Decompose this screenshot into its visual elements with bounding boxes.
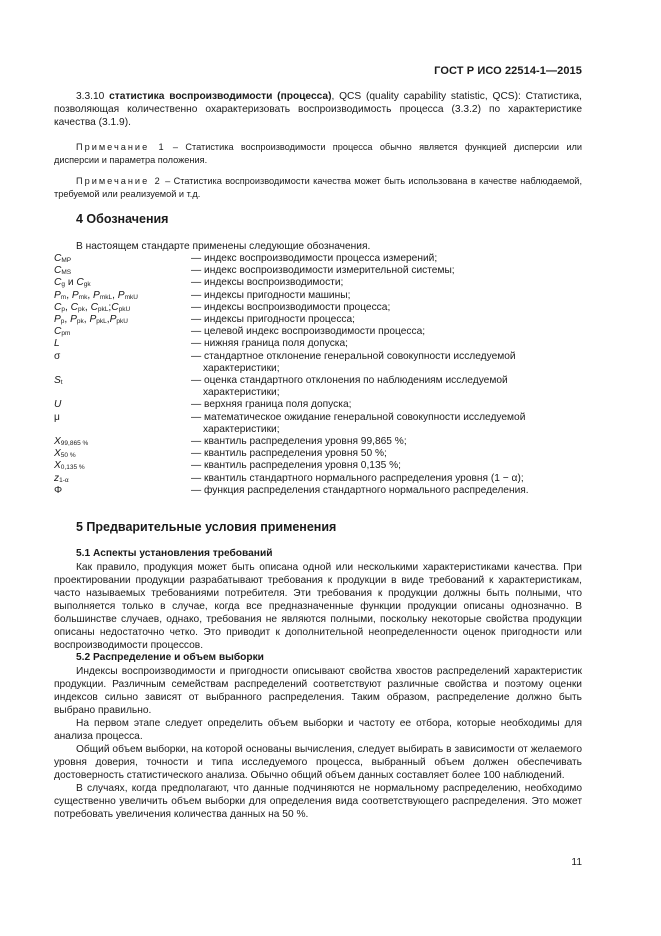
symbol-description: — квантиль распределения уровня 99,865 %; bbox=[191, 436, 407, 448]
note-2 bbox=[54, 175, 582, 200]
section-5-heading: 5 Предварительные условия применения bbox=[76, 520, 337, 534]
symbol-description: — стандартное отклонение генеральной совокупности исследуемой характеристики; bbox=[191, 350, 516, 374]
symbol-row bbox=[54, 277, 582, 289]
symbol-row bbox=[54, 253, 582, 265]
symbol: L bbox=[54, 338, 60, 350]
symbol: $X_{0,135 \%}$ bbox=[54, 460, 85, 472]
definition-number: 3.3.10 bbox=[76, 91, 105, 102]
paragraph: Общий объем выборки, на которой основаны вычисления, следует выбирать в зависимости от желаемого уровня доверия, точности и типа исследуемого процесса, выбранный объем должен обеспечивать достоверность статистического анализа. Обычно общий объем данных составляет более 100 наблюдений. bbox=[54, 744, 582, 781]
symbol: $C_{pm}$ bbox=[54, 326, 71, 338]
symbol-row bbox=[54, 326, 582, 338]
symbol-description: — индекс воспроизводимости измерительной системы; bbox=[191, 265, 455, 277]
symbol-description: — квантиль стандартного нормального распределения уровня (1 − α); bbox=[191, 472, 524, 484]
definition-text: Статистика, позволяющая количественно охарактеризовать воспроизводимость процесса (3.3.2) по характеристике качества (3.1.9). bbox=[54, 91, 582, 128]
symbol: $X_{99,865 \%}$ bbox=[54, 436, 89, 448]
symbol: $P_m$, $P_{mk}$, $P_{mkL}$, $P_{mkU}$ bbox=[54, 289, 138, 301]
symbol-row bbox=[54, 399, 582, 411]
symbol-description: — верхняя граница поля допуска; bbox=[191, 399, 352, 411]
section-4-heading: 4 Обозначения bbox=[76, 212, 169, 226]
symbol-row bbox=[54, 473, 582, 485]
symbol-description: — математическое ожидание генеральной совокупности исследуемой характеристики; bbox=[191, 411, 526, 435]
note-label: Примечание 1 bbox=[76, 142, 166, 152]
symbol-description: — квантиль распределения уровня 50 %; bbox=[191, 448, 387, 460]
symbol: U bbox=[54, 399, 62, 411]
paragraph: На первом этапе следует определить объем выборки и частоту ее отбора, которые необходимы для анализа процесса. bbox=[54, 718, 582, 742]
definition-term: статистика воспроизводимости (процесса) bbox=[109, 91, 332, 102]
symbol: $X_{50 \%}$ bbox=[54, 448, 76, 460]
symbols-list bbox=[54, 253, 582, 497]
symbol-row bbox=[54, 436, 582, 448]
symbol-description: — функция распределения стандартного нормального распределения. bbox=[191, 484, 529, 496]
subsection-5-2-text bbox=[54, 665, 582, 821]
symbol-description: — нижняя граница поля допуска; bbox=[191, 338, 348, 350]
symbol-row bbox=[54, 412, 582, 436]
symbol-description: — оценка стандартного отклонения по наблюдениям исследуемой характеристики; bbox=[191, 375, 508, 399]
symbol-description: — индексы воспроизводимости процесса; bbox=[191, 301, 391, 313]
symbol: $P_p$, $P_{pk}$, $P_{pkL},P_{pkU}$ bbox=[54, 314, 128, 326]
symbol-row bbox=[54, 265, 582, 277]
symbol: $C_g$ и $C_{gk}$ bbox=[54, 277, 91, 289]
note-1 bbox=[54, 141, 582, 166]
paragraph: В случаях, когда предполагают, что данные подчиняются не нормальному распределению, необходимо существенно увеличить объем выборки для определения вида соответствующего распределения. Это может потребовать увеличения количества данных на 50 %. bbox=[54, 783, 582, 820]
symbol-row bbox=[54, 351, 582, 375]
symbol-row bbox=[54, 485, 582, 497]
symbol: $S_t$ bbox=[54, 375, 63, 387]
subsection-5-2-heading: 5.2 Распределение и объем выборки bbox=[76, 652, 264, 663]
symbol-description: — индексы воспроизводимости; bbox=[191, 277, 344, 289]
note-text: – Статистика воспроизводимости качества может быть использована в качестве наблюдаемой, требуемой или реализуемой и т.д. bbox=[54, 176, 582, 199]
subsection-5-1-text: Как правило, продукция может быть описана одной или несколькими характеристиками качества. При проектировании продукции разрабатывают требования к продукции в виде требований к характеристикам, часто называемых требованиями потребителя. Эти требования к продукции должны быть полными, что выполняется только в случае, когда все предназначенные функции продукции описаны однозначно. В большинстве случаев, однако, требования не являются полными, поскольку некоторые свойства продукции описаны недостаточно четко. Это приводит к дополнительной неопределенности оценок пригодности или воспроизводимости процессов. bbox=[54, 562, 582, 651]
document-header: ГОСТ Р ИСО 22514-1—2015 bbox=[434, 65, 582, 77]
symbol-row bbox=[54, 338, 582, 350]
note-text: – Статистика воспроизводимости процесса обычно является функцией дисперсии или дисперсии и параметра положения. bbox=[54, 142, 583, 165]
symbol-description: — индексы пригодности машины; bbox=[191, 289, 351, 301]
symbol: $C_{MP}$ bbox=[54, 253, 72, 264]
definition-abbrev: , QCS (quality capability statistic, QCS): bbox=[331, 91, 521, 102]
symbol-description: — индексы пригодности процесса; bbox=[191, 314, 356, 326]
symbol-row bbox=[54, 375, 582, 399]
symbol-description: — индекс воспроизводимости процесса измерений; bbox=[191, 253, 438, 264]
symbol-row bbox=[54, 302, 582, 314]
subsection-5-1-heading: 5.1 Аспекты установления требований bbox=[76, 548, 273, 559]
definition-3-3-10 bbox=[54, 90, 582, 129]
page-number: 11 bbox=[571, 857, 582, 868]
section-4-intro: В настоящем стандарте применены следующие обозначения. bbox=[76, 241, 371, 252]
symbol-row bbox=[54, 448, 582, 460]
symbol: σ bbox=[54, 350, 61, 362]
symbol: $C_{MS}$ bbox=[54, 265, 72, 277]
symbol-row bbox=[54, 460, 582, 472]
symbol-row bbox=[54, 314, 582, 326]
symbol: Φ bbox=[54, 484, 63, 496]
symbol-description: — квантиль распределения уровня 0,135 %; bbox=[191, 460, 402, 472]
symbol: $C_p$, $C_{pk}$, $C_{pkL};C_{pkU}$ bbox=[54, 301, 131, 313]
note-label: Примечание 2 bbox=[76, 176, 162, 186]
symbol-row bbox=[54, 290, 582, 302]
symbol: μ bbox=[54, 411, 60, 423]
paragraph: Индексы воспроизводимости и пригодности описывают свойства хвостов распределений характеристик продукции. Различным семействам распределений соответствуют различные свойства и поэтому оценки индексов сильно зависят от выбранного распределения. Таким образом, распределение должно быть выбрано правильно. bbox=[54, 666, 582, 716]
symbol: $z_{1-\alpha}$ bbox=[54, 472, 69, 484]
symbol-description: — целевой индекс воспроизводимости процесса; bbox=[191, 326, 426, 338]
